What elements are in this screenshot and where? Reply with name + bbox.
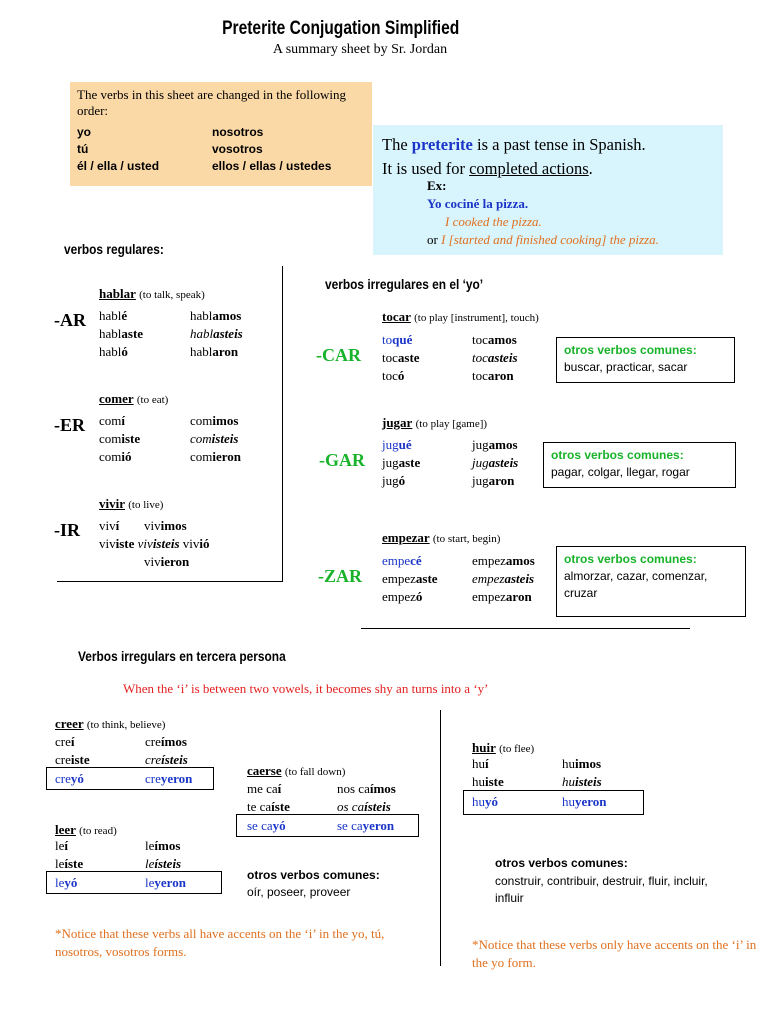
order-vosotros: vosotros [212, 142, 263, 156]
ending-car: -CAR [316, 345, 361, 365]
zar-others: almorzar, cazar, comenzar, cruzar [564, 569, 708, 600]
creer-header: creer (to think, believe) [55, 716, 166, 731]
caerse-third: se cayó se cayeron [247, 818, 395, 833]
divider-yo-bottom [361, 628, 690, 629]
ending-ir: -IR [54, 520, 80, 540]
creer-forms: creí creímos creiste creísteis [55, 734, 188, 767]
jugar-header: jugar (to play [game]) [382, 415, 488, 430]
divider-regulares-bottom [57, 581, 283, 582]
vivir-header: vivir (to live) [99, 496, 164, 511]
mid-others: oír, poseer, proveer [247, 885, 351, 899]
mid-others-label: otros verbos comunes: [247, 868, 380, 882]
regulares-heading: verbos regulares: [64, 241, 164, 257]
leer-third: leyó leyeron [55, 875, 186, 890]
note-left: *Notice that these verbs all have accents on the ‘i’ in the yo, tú, nosotros, vosotros forms. [55, 926, 385, 959]
comer-header: comer (to eat) [99, 391, 169, 406]
page-subtitle: A summary sheet by Sr. Jordan [272, 42, 448, 57]
order-intro: The verbs in this sheet are changed in the following order: [77, 87, 346, 118]
preterite-line2: It is used for completed actions. [382, 159, 593, 178]
zar-others-label: otros verbos comunes: [564, 552, 697, 566]
creer-third: creyó creyeron [55, 771, 193, 786]
gar-others: pagar, colgar, llegar, rogar [551, 465, 690, 479]
ending-gar: -GAR [319, 450, 365, 470]
tocar-header: tocar (to play [instrument], touch) [382, 309, 539, 324]
comer-forms: comí comimos comiste comisteis comió comieron [99, 413, 242, 464]
ex-english: I cooked the pizza. [445, 214, 542, 229]
right-others-label: otros verbos comunes: [495, 856, 628, 870]
hablar-header: hablar (to talk, speak) [99, 286, 205, 301]
empezar-forms: empecé empezamos empezaste empezasteis empezó empezaron [382, 553, 535, 604]
right-others: construir, contribuir, destruir, fluir, incluir, influir [495, 874, 708, 905]
note-right: *Notice that these verbs only have accents on the ‘i’ in the yo form. [472, 937, 757, 970]
vivir-row2: viviste vivisteis vivió [99, 536, 210, 551]
leer-header: leer (to read) [55, 822, 117, 837]
hablar-forms: hablé hablamos hablaste hablasteis habló hablaron [99, 308, 243, 359]
preterite-box [373, 125, 723, 255]
divider-tercera [440, 710, 441, 966]
gar-others-box [543, 442, 736, 488]
gar-others-label: otros verbos comunes: [551, 448, 684, 462]
ex-alt: or I [started and finished cooking] the pizza. [427, 232, 659, 247]
preterite-keyword: preterite [411, 135, 473, 154]
page-title: Preterite Conjugation Simplified [222, 18, 460, 39]
huir-header: huir (to flee) [472, 740, 535, 755]
caerse-forms: me caí nos caímos te caíste os caísteis [247, 781, 396, 814]
ending-zar: -ZAR [318, 566, 362, 586]
car-others: buscar, practicar, sacar [564, 360, 688, 374]
jugar-forms: jugué jugamos jugaste jugasteis jugó jugaron [382, 437, 519, 488]
order-tu: tú [77, 142, 89, 156]
ending-ar: -AR [54, 310, 86, 330]
tercera-heading: Verbos irregulars en tercera persona [78, 648, 286, 664]
car-others-label: otros verbos comunes: [564, 343, 697, 357]
ex-label: Ex: [427, 178, 447, 193]
car-others-box [556, 337, 735, 383]
leer-forms: leí leímos leíste leísteis [55, 838, 182, 871]
tercera-rule: When the ‘i’ is between two vowels, it becomes shy an turns into a ‘y’ [123, 681, 489, 696]
yo-heading: verbos irregulares en el ‘yo’ [325, 276, 484, 292]
caerse-header: caerse (to fall down) [247, 763, 346, 778]
huir-forms: huí huimos huiste huisteis [472, 756, 602, 789]
order-box [70, 82, 372, 186]
order-yo: yo [77, 125, 92, 139]
ex-spanish: Yo cociné la pizza. [427, 196, 529, 211]
preterite-line1: The preterite is a past tense in Spanish. [382, 135, 646, 154]
vivir-row3: vivieron [144, 554, 190, 569]
huir-third: huyó huyeron [472, 794, 607, 809]
vivir-row1b: vivimos [144, 518, 187, 533]
order-grid [77, 125, 365, 173]
order-nosotros: nosotros [212, 125, 264, 139]
completed-actions: completed actions [469, 159, 589, 178]
vivir-row1: viví [99, 518, 120, 533]
order-el: él / ella / usted [77, 159, 160, 173]
zar-others-box [556, 546, 746, 617]
empezar-header: empezar (to start, begin) [382, 530, 501, 545]
tocar-forms: toqué tocamos tocaste tocasteis tocó tocaron [382, 332, 518, 383]
order-ellos: ellos / ellas / ustedes [212, 159, 332, 173]
ending-er: -ER [54, 415, 85, 435]
